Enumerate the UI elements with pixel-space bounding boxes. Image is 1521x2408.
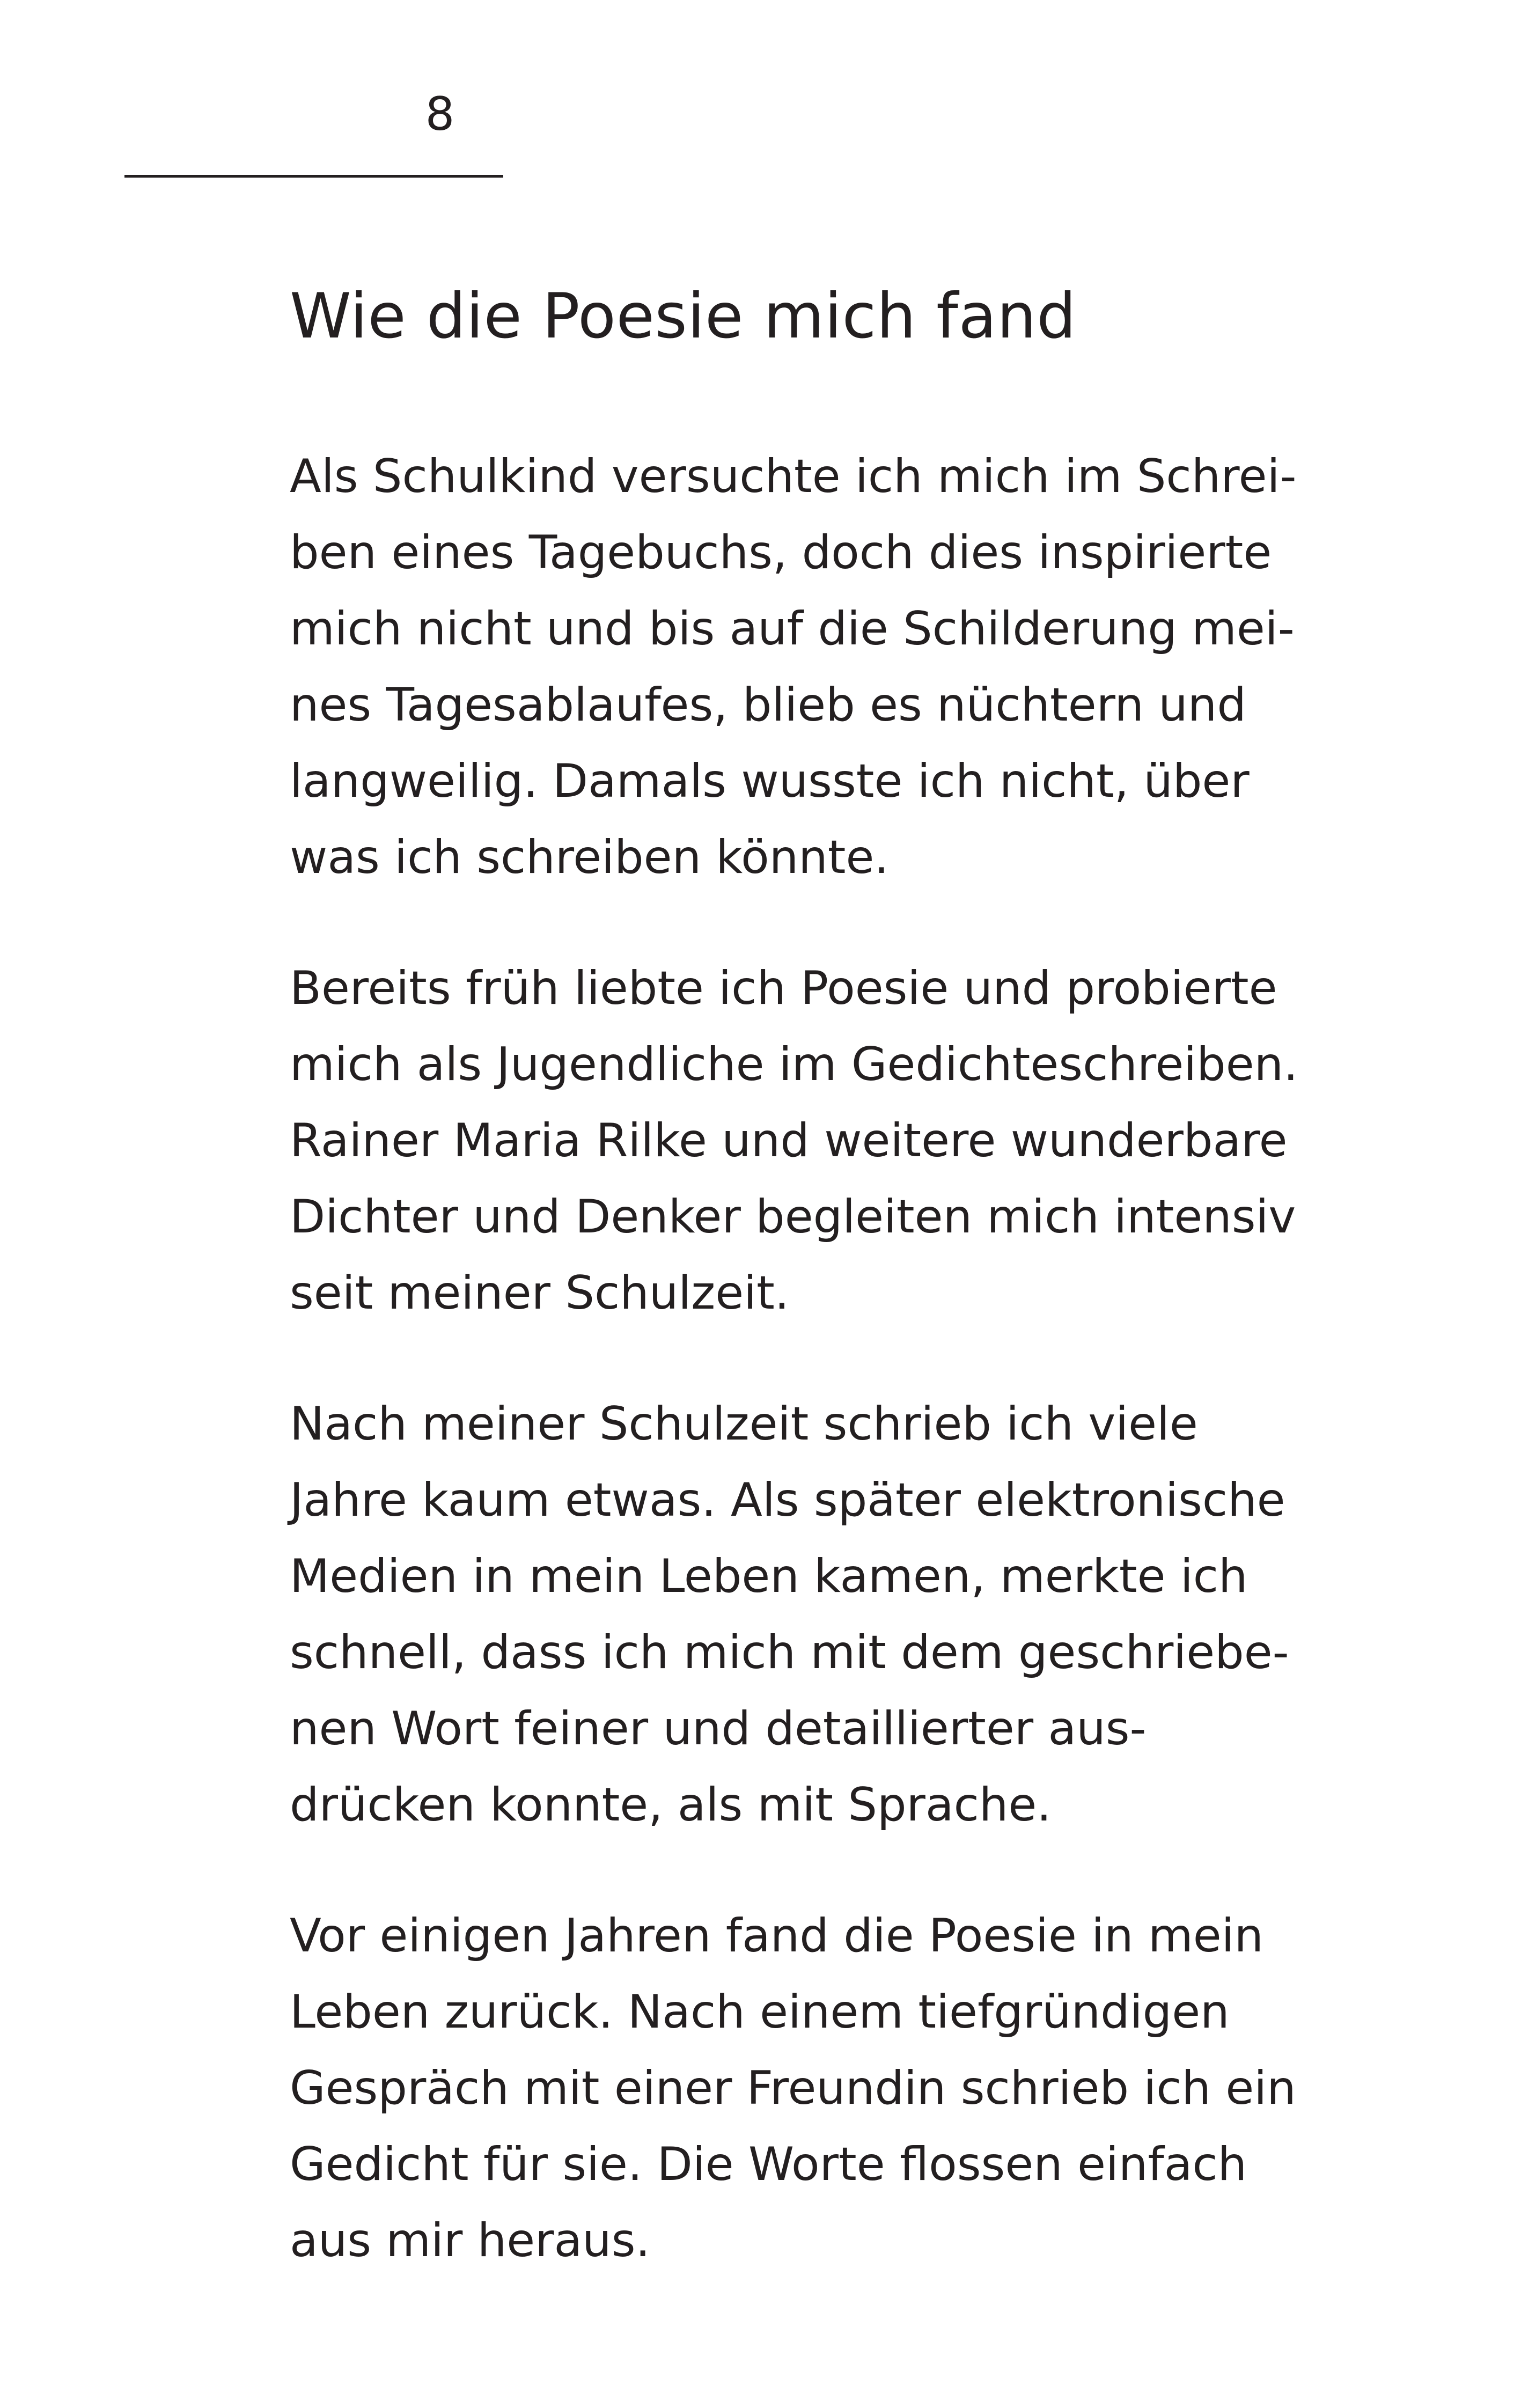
text-line: seit meiner Schulzeit. [290,1266,790,1320]
text-line: Leben zurück. Nach einem tiefgründigen [290,1985,1230,2039]
paragraph-3 [290,1386,1363,1843]
text-line: Als Schulkind versuchte ich mich im Schrei- [290,450,1297,504]
text-line: was ich schreiben könnte. [290,831,889,885]
text-line: aus mir heraus. [290,2214,650,2268]
paragraph-1 [290,438,1363,895]
paragraph-2 [290,950,1363,1331]
text-line: Gespräch mit einer Freundin schrieb ich ein [290,2061,1296,2116]
text-line: Bereits früh liebte ich Poesie und probierte [290,961,1277,1016]
text-line: nes Tagesablaufes, blieb es nüchtern und [290,678,1246,732]
page-content [290,279,1363,2333]
text-line: nen Wort feiner und detaillierter aus- [290,1702,1147,1756]
text-line: Jahre kaum etwas. Als später elektronische [290,1473,1285,1528]
text-line: mich als Jugendliche im Gedichteschreiben. [290,1038,1298,1092]
text-line: Vor einigen Jahren fand die Poesie in mein [290,1909,1264,1963]
text-line: Nach meiner Schulzeit schrieb ich viele [290,1397,1198,1451]
page-number: 8 [425,87,455,141]
text-line: mich nicht und bis auf die Schilderung mei- [290,602,1295,656]
text-line: drücken konnte, als mit Sprache. [290,1778,1052,1832]
text-line: Rainer Maria Rilke und weitere wunderbare [290,1114,1288,1168]
text-line: langweilig. Damals wusste ich nicht, über [290,754,1250,809]
chapter-title: Wie die Poesie mich fand [290,280,1077,353]
text-line: ben eines Tagebuchs, doch dies inspirierte [290,526,1272,580]
text-line: Medien in mein Leben kamen, merkte ich [290,1550,1248,1604]
paragraph-4 [290,1898,1363,2279]
header-rule [124,175,503,178]
text-line: schnell, dass ich mich mit dem geschriebe- [290,1626,1289,1680]
text-line: Dichter und Denker begleiten mich intensiv [290,1190,1296,1244]
text-line: Gedicht für sie. Die Worte flossen einfach [290,2138,1247,2192]
